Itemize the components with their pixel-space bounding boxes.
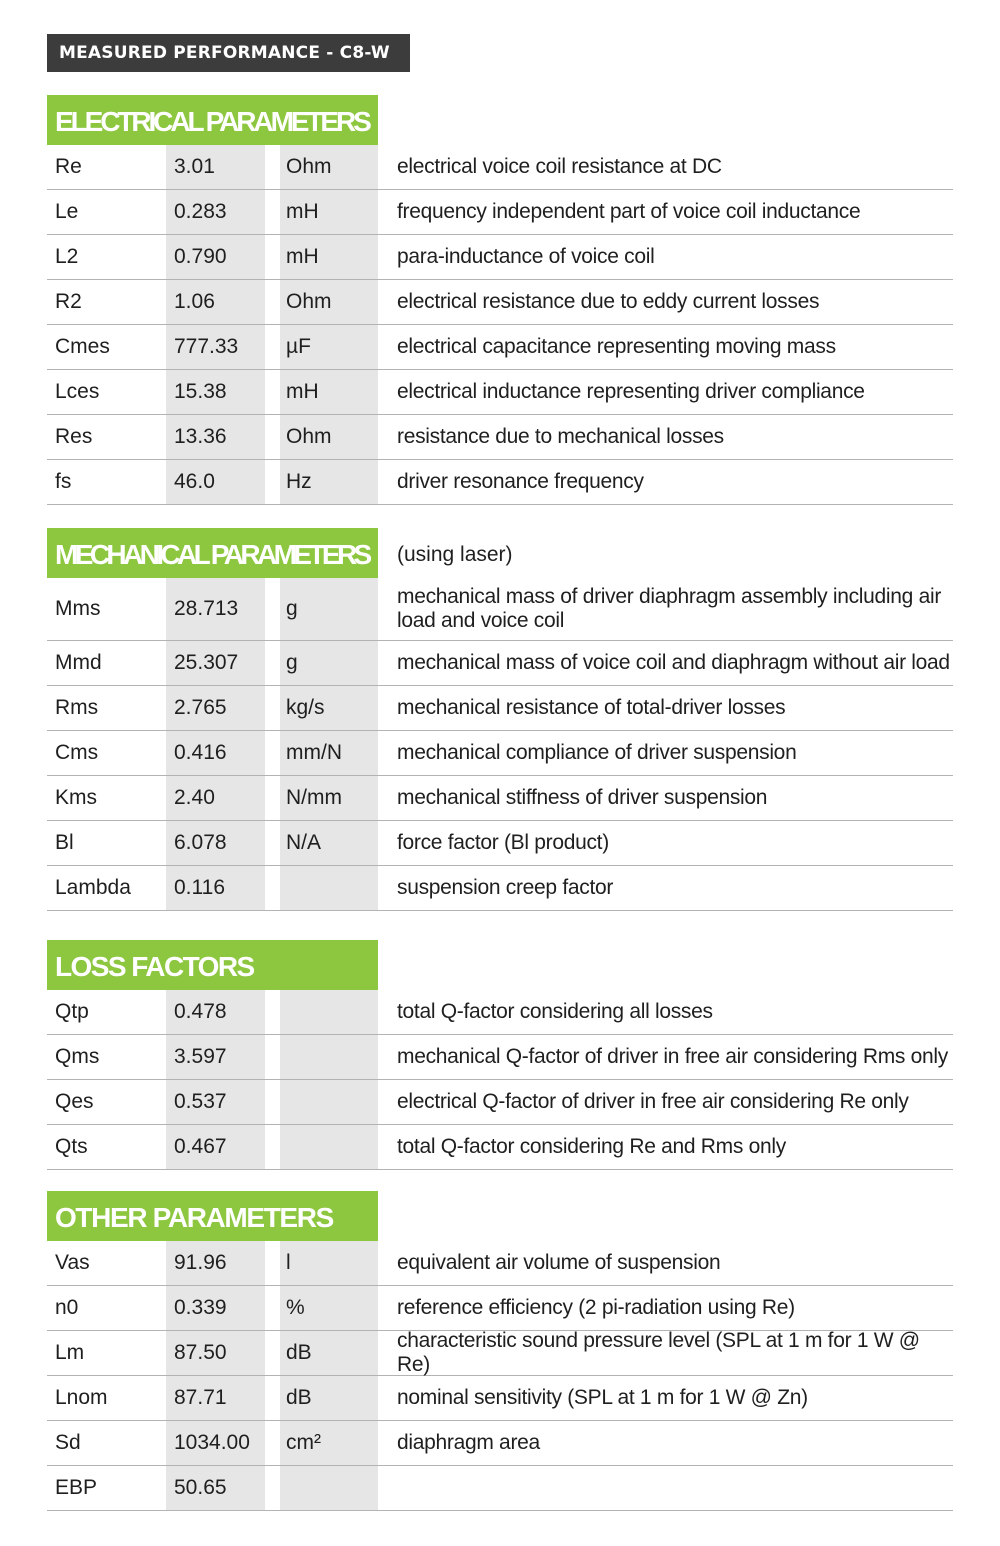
param-name: Rms xyxy=(47,686,166,730)
param-value: 0.339 xyxy=(166,1286,265,1330)
param-unit: dB xyxy=(280,1331,378,1375)
table-row xyxy=(47,325,953,370)
param-unit xyxy=(280,1035,378,1079)
param-unit xyxy=(280,1125,378,1169)
param-unit xyxy=(280,1466,378,1510)
param-name: Le xyxy=(47,190,166,234)
table-row xyxy=(47,1035,953,1080)
param-value: 50.65 xyxy=(166,1466,265,1510)
param-unit: g xyxy=(280,641,378,685)
param-description: electrical capacitance representing moving mass xyxy=(397,335,836,358)
param-unit: mH xyxy=(280,370,378,414)
param-unit: mH xyxy=(280,235,378,279)
column-spacer xyxy=(265,990,280,1034)
param-value: 87.50 xyxy=(166,1331,265,1375)
table-row xyxy=(47,1421,953,1466)
param-unit: Ohm xyxy=(280,280,378,324)
param-unit: N/A xyxy=(280,821,378,865)
param-name: Lambda xyxy=(47,866,166,910)
column-spacer xyxy=(265,578,280,640)
column-spacer xyxy=(265,325,280,369)
param-description: suspension creep factor xyxy=(397,876,614,899)
param-description: mechanical Q-factor of driver in free air considering Rms only xyxy=(397,1045,948,1068)
table-row xyxy=(47,1286,953,1331)
param-value: 0.537 xyxy=(166,1080,265,1124)
table-row xyxy=(47,415,953,460)
table-row xyxy=(47,1466,953,1511)
param-name: n0 xyxy=(47,1286,166,1330)
param-value: 0.116 xyxy=(166,866,265,910)
table-row xyxy=(47,686,953,731)
param-value: 0.478 xyxy=(166,990,265,1034)
column-spacer xyxy=(265,1035,280,1079)
table-row xyxy=(47,776,953,821)
param-unit: g xyxy=(280,578,378,640)
param-name: Qms xyxy=(47,1035,166,1079)
parameter-section xyxy=(47,528,953,911)
table-row xyxy=(47,190,953,235)
parameter-section xyxy=(47,940,953,1170)
param-value: 0.283 xyxy=(166,190,265,234)
param-value: 87.71 xyxy=(166,1376,265,1420)
table-row xyxy=(47,1376,953,1421)
param-unit: mm/N xyxy=(280,731,378,775)
column-spacer xyxy=(265,731,280,775)
column-spacer xyxy=(265,776,280,820)
param-description: total Q-factor considering Re and Rms only xyxy=(397,1135,786,1158)
table-row xyxy=(47,641,953,686)
table-row xyxy=(47,1241,953,1286)
param-description: diaphragm area xyxy=(397,1431,540,1454)
param-description: resistance due to mechanical losses xyxy=(397,425,724,448)
param-name: Kms xyxy=(47,776,166,820)
param-description: driver resonance frequency xyxy=(397,470,644,493)
section-title: MECHANICAL PARAMETERS xyxy=(47,528,378,578)
param-description: frequency independent part of voice coil inductance xyxy=(397,200,861,223)
parameter-section xyxy=(47,1191,953,1511)
param-description: mechanical compliance of driver suspension xyxy=(397,741,797,764)
param-value: 2.765 xyxy=(166,686,265,730)
section-header xyxy=(47,95,953,145)
table-row xyxy=(47,370,953,415)
param-name: Vas xyxy=(47,1241,166,1285)
param-name: Qts xyxy=(47,1125,166,1169)
param-description: mechanical resistance of total-driver losses xyxy=(397,696,786,719)
param-name: Res xyxy=(47,415,166,459)
param-unit: mH xyxy=(280,190,378,234)
param-name: Qes xyxy=(47,1080,166,1124)
column-spacer xyxy=(265,1331,280,1375)
param-value: 0.790 xyxy=(166,235,265,279)
param-name: EBP xyxy=(47,1466,166,1510)
param-unit: % xyxy=(280,1286,378,1330)
table-row xyxy=(47,145,953,190)
table-row xyxy=(47,1331,953,1376)
param-description: electrical Q-factor of driver in free air considering Re only xyxy=(397,1090,909,1113)
param-value: 6.078 xyxy=(166,821,265,865)
param-name: fs xyxy=(47,460,166,504)
param-unit: kg/s xyxy=(280,686,378,730)
param-unit xyxy=(280,990,378,1034)
param-description: electrical inductance representing driver compliance xyxy=(397,380,865,403)
param-description: characteristic sound pressure level (SPL at 1 m for 1 W @ Re) xyxy=(397,1329,920,1376)
column-spacer xyxy=(265,280,280,324)
param-name: Lces xyxy=(47,370,166,414)
table-row xyxy=(47,280,953,325)
param-name: R2 xyxy=(47,280,166,324)
param-value: 13.36 xyxy=(166,415,265,459)
param-name: Lm xyxy=(47,1331,166,1375)
param-name: Cms xyxy=(47,731,166,775)
param-unit: Hz xyxy=(280,460,378,504)
param-value: 15.38 xyxy=(166,370,265,414)
param-description: mechanical mass of driver diaphragm assembly including air load and voice coil xyxy=(397,585,942,632)
param-description: force factor (Bl product) xyxy=(397,831,609,854)
param-value: 2.40 xyxy=(166,776,265,820)
section-header xyxy=(47,940,953,990)
column-spacer xyxy=(265,415,280,459)
column-spacer xyxy=(265,1286,280,1330)
column-spacer xyxy=(265,145,280,189)
param-value: 28.713 xyxy=(166,578,265,640)
param-unit: Ohm xyxy=(280,145,378,189)
table-row xyxy=(47,731,953,776)
column-spacer xyxy=(265,1241,280,1285)
param-name: Bl xyxy=(47,821,166,865)
column-spacer xyxy=(265,1421,280,1465)
param-value: 1.06 xyxy=(166,280,265,324)
param-description: nominal sensitivity (SPL at 1 m for 1 W @ Zn) xyxy=(397,1386,808,1409)
param-value: 3.597 xyxy=(166,1035,265,1079)
param-unit: Ohm xyxy=(280,415,378,459)
column-spacer xyxy=(265,821,280,865)
param-description: mechanical mass of voice coil and diaphragm without air load xyxy=(397,651,950,674)
section-title: LOSS FACTORS xyxy=(47,940,378,990)
param-unit xyxy=(280,1080,378,1124)
column-spacer xyxy=(265,235,280,279)
param-value: 1034.00 xyxy=(166,1421,265,1465)
param-description xyxy=(378,1466,953,1510)
param-description: reference efficiency (2 pi-radiation using Re) xyxy=(397,1296,795,1319)
param-value: 0.416 xyxy=(166,731,265,775)
param-name: Re xyxy=(47,145,166,189)
param-name: L2 xyxy=(47,235,166,279)
table-row xyxy=(47,235,953,280)
param-unit xyxy=(280,866,378,910)
page-banner: MEASURED PERFORMANCE - C8-W xyxy=(47,34,410,72)
param-description: electrical voice coil resistance at DC xyxy=(397,155,722,178)
param-unit: µF xyxy=(280,325,378,369)
table-row xyxy=(47,460,953,505)
column-spacer xyxy=(265,686,280,730)
parameter-section xyxy=(47,95,953,505)
param-name: Mmd xyxy=(47,641,166,685)
param-name: Lnom xyxy=(47,1376,166,1420)
column-spacer xyxy=(265,1376,280,1420)
column-spacer xyxy=(265,190,280,234)
column-spacer xyxy=(265,1125,280,1169)
column-spacer xyxy=(265,1466,280,1510)
param-description: total Q-factor considering all losses xyxy=(397,1000,713,1023)
table-row xyxy=(47,1080,953,1125)
column-spacer xyxy=(265,866,280,910)
column-spacer xyxy=(265,641,280,685)
param-unit: N/mm xyxy=(280,776,378,820)
param-name: Qtp xyxy=(47,990,166,1034)
column-spacer xyxy=(265,1080,280,1124)
param-value: 46.0 xyxy=(166,460,265,504)
section-header xyxy=(47,528,953,578)
param-value: 777.33 xyxy=(166,325,265,369)
param-description: equivalent air volume of suspension xyxy=(397,1251,721,1274)
table-row xyxy=(47,990,953,1035)
table-row xyxy=(47,1125,953,1170)
table-row xyxy=(47,866,953,911)
column-spacer xyxy=(265,370,280,414)
param-name: Sd xyxy=(47,1421,166,1465)
param-value: 3.01 xyxy=(166,145,265,189)
param-name: Cmes xyxy=(47,325,166,369)
param-unit: cm² xyxy=(280,1421,378,1465)
section-header xyxy=(47,1191,953,1241)
table-row xyxy=(47,821,953,866)
param-unit: l xyxy=(280,1241,378,1285)
column-spacer xyxy=(265,460,280,504)
param-value: 25.307 xyxy=(166,641,265,685)
section-title: ELECTRICAL PARAMETERS xyxy=(47,95,378,145)
param-description: para-inductance of voice coil xyxy=(397,245,655,268)
param-value: 91.96 xyxy=(166,1241,265,1285)
section-note: (using laser) xyxy=(397,543,513,566)
param-name: Mms xyxy=(47,578,166,640)
param-unit: dB xyxy=(280,1376,378,1420)
param-value: 0.467 xyxy=(166,1125,265,1169)
table-row xyxy=(47,578,953,641)
section-title: OTHER PARAMETERS xyxy=(47,1191,378,1241)
param-description: electrical resistance due to eddy current losses xyxy=(397,290,820,313)
param-description: mechanical stiffness of driver suspension xyxy=(397,786,768,809)
